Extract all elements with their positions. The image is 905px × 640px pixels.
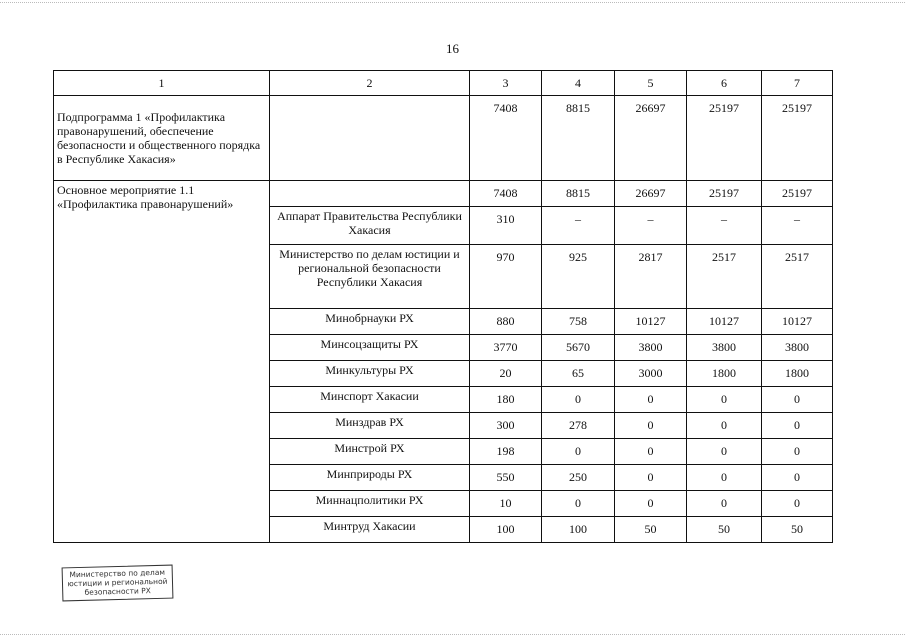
ministry-value: 1800: [762, 361, 833, 387]
ministry-stamp: [62, 565, 174, 602]
ministry-value: 310: [470, 207, 542, 245]
ministry-value: 65: [542, 361, 615, 387]
ministry-value: 300: [470, 413, 542, 439]
subprogram-value: 25197: [687, 96, 762, 181]
header-cell-7: 7: [762, 71, 833, 96]
ministry-name: Минкультуры РХ: [270, 361, 470, 387]
ministry-name: Министерство по делам юстиции и региональной безопасности Республики Хакасия: [270, 245, 470, 309]
main-event-org-empty: [270, 181, 470, 207]
main-event-total: 7408: [470, 181, 542, 207]
ministry-value: 0: [542, 387, 615, 413]
ministry-name: Минсоцзащиты РХ: [270, 335, 470, 361]
header-cell-3: 3: [470, 71, 542, 96]
ministry-value: 5670: [542, 335, 615, 361]
ministry-value: 10127: [762, 309, 833, 335]
subprogram-org-empty: [270, 96, 470, 181]
ministry-value: 250: [542, 465, 615, 491]
ministry-value: 0: [687, 465, 762, 491]
ministry-value: 0: [615, 387, 687, 413]
ministry-value: 3800: [762, 335, 833, 361]
stamp-line: Министерство по делам: [69, 567, 166, 580]
ministry-value: –: [615, 207, 687, 245]
ministry-value: 3000: [615, 361, 687, 387]
ministry-value: 2517: [687, 245, 762, 309]
ministry-value: 0: [762, 491, 833, 517]
ministry-value: 970: [470, 245, 542, 309]
ministry-value: 880: [470, 309, 542, 335]
ministry-value: 0: [615, 413, 687, 439]
ministry-value: 3800: [687, 335, 762, 361]
ministry-value: 925: [542, 245, 615, 309]
ministry-value: 278: [542, 413, 615, 439]
ministry-value: 550: [470, 465, 542, 491]
ministry-value: 180: [470, 387, 542, 413]
ministry-value: 3770: [470, 335, 542, 361]
main-event-total: 26697: [615, 181, 687, 207]
ministry-value: –: [542, 207, 615, 245]
budget-table: [53, 70, 833, 543]
stamp-line: безопасности РХ: [84, 586, 152, 597]
ministry-value: 20: [470, 361, 542, 387]
ministry-name: Минздрав РХ: [270, 413, 470, 439]
ministry-value: 0: [687, 439, 762, 465]
ministry-value: 50: [615, 517, 687, 543]
ministry-value: 0: [542, 439, 615, 465]
table-header-row: [54, 71, 833, 96]
ministry-value: 0: [762, 413, 833, 439]
header-cell-1: 1: [54, 71, 270, 96]
ministry-value: –: [687, 207, 762, 245]
ministry-value: 3800: [615, 335, 687, 361]
scan-noise-bottom: [0, 634, 905, 635]
ministry-value: 0: [615, 491, 687, 517]
ministry-value: 198: [470, 439, 542, 465]
ministry-value: 10127: [615, 309, 687, 335]
subprogram-value: 7408: [470, 96, 542, 181]
main-event-total: 25197: [687, 181, 762, 207]
ministry-value: 0: [687, 491, 762, 517]
main-event-title: Основное мероприятие 1.1 «Профилактика правонарушений»: [54, 181, 270, 543]
subprogram-value: 26697: [615, 96, 687, 181]
ministry-value: 0: [542, 491, 615, 517]
header-cell-5: 5: [615, 71, 687, 96]
header-cell-6: 6: [687, 71, 762, 96]
ministry-name: Минстрой РХ: [270, 439, 470, 465]
ministry-name: Минобрнауки РХ: [270, 309, 470, 335]
ministry-name: Минтруд Хакасии: [270, 517, 470, 543]
ministry-name: Миннацполитики РХ: [270, 491, 470, 517]
main-event-total: 25197: [762, 181, 833, 207]
ministry-value: 0: [762, 387, 833, 413]
ministry-value: 10127: [687, 309, 762, 335]
ministry-value: 50: [762, 517, 833, 543]
ministry-value: 0: [687, 413, 762, 439]
ministry-name: Аппарат Правительства Республики Хакасия: [270, 207, 470, 245]
ministry-value: 2817: [615, 245, 687, 309]
ministry-name: Минспорт Хакасии: [270, 387, 470, 413]
subprogram-row: [54, 96, 833, 181]
subprogram-value: 25197: [762, 96, 833, 181]
ministry-value: 100: [542, 517, 615, 543]
page-number: 16: [446, 41, 459, 56]
ministry-value: 100: [470, 517, 542, 543]
ministry-value: 758: [542, 309, 615, 335]
header-cell-2: 2: [270, 71, 470, 96]
ministry-value: 0: [687, 387, 762, 413]
header-cell-4: 4: [542, 71, 615, 96]
ministry-value: 0: [762, 465, 833, 491]
stamp-line: юстиции и региональной: [67, 576, 168, 589]
ministry-value: –: [762, 207, 833, 245]
ministry-value: 50: [687, 517, 762, 543]
ministry-value: 10: [470, 491, 542, 517]
scan-noise-top: [0, 2, 905, 3]
subprogram-value: 8815: [542, 96, 615, 181]
ministry-value: 0: [615, 439, 687, 465]
ministry-value: 2517: [762, 245, 833, 309]
main-event-total: 8815: [542, 181, 615, 207]
ministry-value: 0: [762, 439, 833, 465]
ministry-value: 0: [615, 465, 687, 491]
ministry-value: 1800: [687, 361, 762, 387]
ministry-name: Минприроды РХ: [270, 465, 470, 491]
subprogram-title: Подпрограмма 1 «Профилактика правонарушений, обеспечение безопасности и общественного порядка в Республике Хакасия»: [54, 96, 270, 181]
main-event-total-row: [54, 181, 833, 207]
